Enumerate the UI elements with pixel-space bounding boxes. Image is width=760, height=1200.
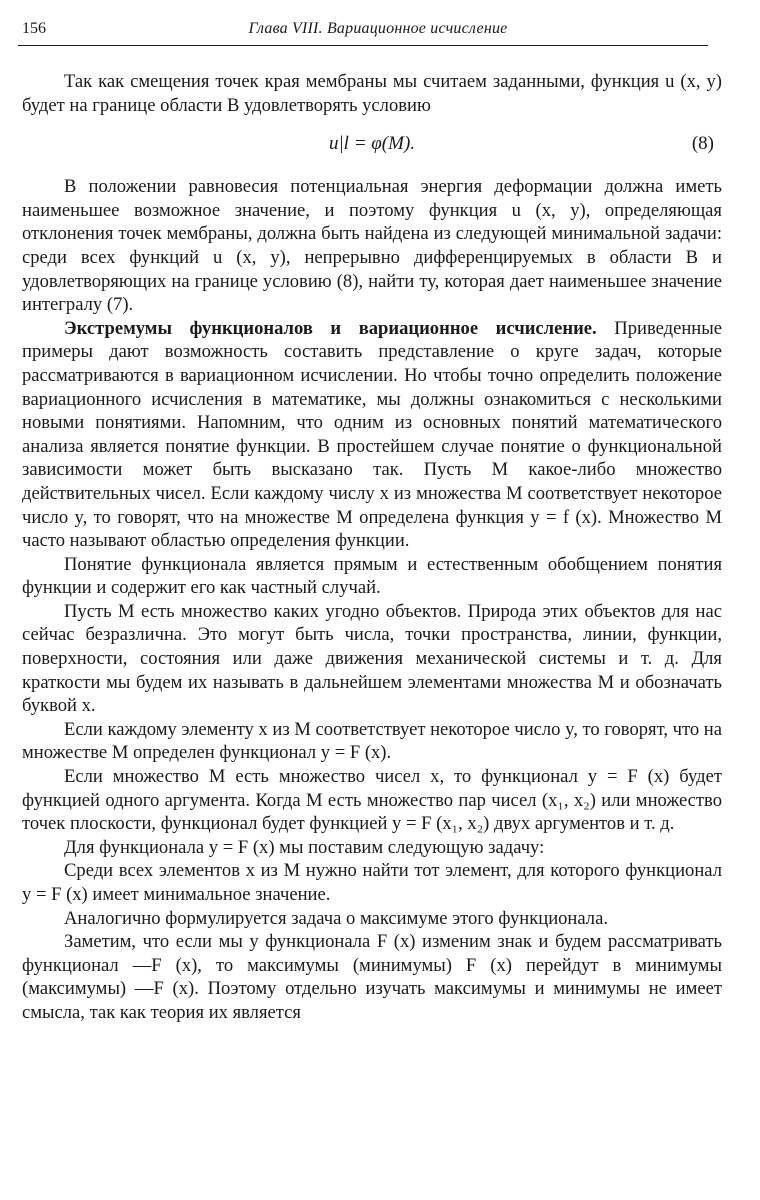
formula-row: [22, 117, 722, 175]
formula: u|l = φ(M).: [328, 133, 416, 155]
paragraph-7: Если множество M есть множество чисел x, то функционал y = F (x) будет функцией одного аргумента. Когда M есть множество пар чисел (x₁, x₂) или множество точек плоскости, функционал будет функцией y = F (x₁, x₂) двух аргументов и т. д.: [22, 766, 722, 835]
equation-number: (8): [691, 133, 714, 155]
page-number: 156: [22, 20, 46, 37]
paragraph-4: Понятие функционала является прямым и естественным обобщением понятия функции и содержит его как частный случай.: [22, 553, 722, 599]
running-title: Глава VIII. Вариационное исчисление: [248, 20, 508, 37]
paragraph-2: В положении равновесия потенциальная энергия деформации должна иметь наименьшее возможное значение, и поэтому функция u (x, y), определяющая отклонения точек мембраны, должна быть найдена из следующей минимальной задачи: среди всех функций u (x, y), непрерывно дифференцируемых в области B и удовлетворяющих на границе условию (8), найти ту, которая дает наименьшее значение интегралу (7).: [22, 176, 722, 316]
paragraph-5: Пусть M есть множество каких угодно объектов. Природа этих объектов для нас сейчас безразлична. Это могут быть числа, точки пространства, линии, функции, поверхности, состояния или даже движения механической системы и т. д. Для краткости мы будем их называть в дальнейшем элементами множества M и обозначать буквой x.: [22, 600, 722, 717]
section-lead: Экстремумы функционалов и вариационное исчисление.: [64, 317, 597, 339]
paragraph-1: Так как смещения точек края мембраны мы считаем заданными, функция u (x, y) будет на границе области B удовлетворять условию: [22, 71, 722, 116]
paragraph-9: Среди всех элементов x из M нужно найти тот элемент, для которого функционал y = F (x) имеет минимальное значение.: [22, 860, 722, 905]
paragraph-8: Для функционала y = F (x) мы поставим следующую задачу:: [64, 836, 545, 858]
page-header: [18, 20, 738, 46]
paragraph-3-text: Приведенные примеры дают возможность составить представление о круге задач, которые рассматриваются в вариационном исчислении. Но чтобы точно определить положение вариационного исчисления в математике, мы должны ознакомиться с несколькими новыми понятиями. Напомним, что одним из основных понятий математического анализа является понятие функции. В простейшем случае понятие о функциональной зависимости может быть высказано так. Пусть M какое-либо множество действительных чисел. Если каждому числу x из множества M соответствует некоторое число y, то говорят, что на множестве M определена функция y = f (x). Множество M часто называют областью определения функции.: [22, 317, 722, 552]
body-text: [22, 70, 722, 1025]
paragraph-3: [22, 317, 722, 553]
paragraph-11: Заметим, что если мы у функционала F (x) изменим знак и будем рассматривать функционал —F (x), то максимумы (минимумы) F (x) перейдут в минимумы (максимумы) —F (x). Поэтому отдельно изучать максимумы и минимумы не имеет смысла, так как теория их является: [22, 931, 722, 1023]
header-rule: [18, 45, 708, 46]
paragraph-6: Если каждому элементу x из M соответствует некоторое число y, то говорят, что на множестве M определен функционал y = F (x).: [22, 718, 722, 764]
paragraph-10: Аналогично формулируется задача о максимуме этого функционала.: [64, 907, 608, 929]
